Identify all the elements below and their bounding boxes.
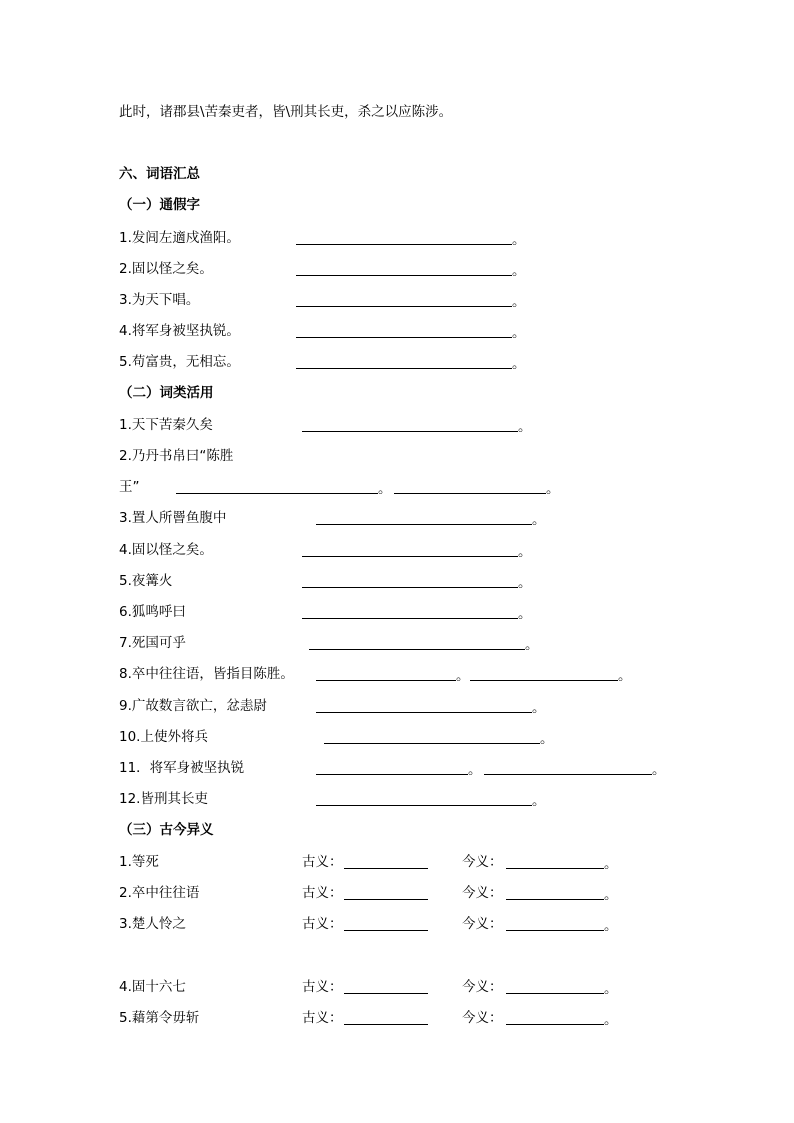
period: 。 xyxy=(512,263,526,279)
sub1-item-3: 3.为天下唱。 xyxy=(119,292,200,308)
sub2-item-11: 11．将军身被坚执锐 xyxy=(119,760,245,776)
sub2-item-2b: 王” xyxy=(119,479,140,495)
gu-blank[interactable] xyxy=(344,993,428,994)
answer-blank[interactable] xyxy=(309,649,525,650)
sub3-item-4: 4.固十六七 xyxy=(119,979,186,995)
sub2-item-9: 9.广故数言欲亡，忿恚尉 xyxy=(119,698,267,714)
sub2-item-4: 4.固以怪之矣。 xyxy=(119,542,213,558)
sub1-title: （一）通假字 xyxy=(119,197,200,213)
gu-label: 古义： xyxy=(302,885,343,901)
gu-label: 古义： xyxy=(302,916,343,932)
period: 。 xyxy=(618,668,632,684)
sub2-item-2a: 2.乃丹书帛曰“陈胜 xyxy=(119,448,234,464)
period: 。 xyxy=(604,918,618,934)
gu-blank[interactable] xyxy=(344,1024,428,1025)
sub2-item-7: 7.死国可乎 xyxy=(119,635,186,651)
sub1-item-2: 2.固以怪之矣。 xyxy=(119,261,213,277)
sub3-item-2: 2.卒中往往语 xyxy=(119,885,200,901)
period: 。 xyxy=(604,981,618,997)
answer-blank[interactable] xyxy=(394,493,546,494)
jin-label: 今义： xyxy=(462,916,503,932)
sub2-item-5: 5.夜篝火 xyxy=(119,573,173,589)
gu-blank[interactable] xyxy=(344,899,428,900)
gu-label: 古义： xyxy=(302,854,343,870)
gu-label: 古义： xyxy=(302,979,343,995)
jin-label: 今义： xyxy=(462,854,503,870)
sub2-item-12: 12.皆刑其长吏 xyxy=(119,791,208,807)
answer-blank[interactable] xyxy=(296,368,512,369)
jin-blank[interactable] xyxy=(506,993,604,994)
answer-blank[interactable] xyxy=(316,680,456,681)
period: 。 xyxy=(518,606,532,622)
sub3-item-3: 3.楚人怜之 xyxy=(119,916,186,932)
answer-blank[interactable] xyxy=(324,743,540,744)
period: 。 xyxy=(518,575,532,591)
answer-blank[interactable] xyxy=(484,774,652,775)
answer-blank[interactable] xyxy=(302,618,518,619)
gu-label: 古义： xyxy=(302,1010,343,1026)
period: 。 xyxy=(532,512,546,528)
period: 。 xyxy=(512,294,526,310)
answer-blank[interactable] xyxy=(296,275,512,276)
sub2-item-6: 6.狐鸣呼曰 xyxy=(119,604,186,620)
jin-label: 今义： xyxy=(462,885,503,901)
answer-blank[interactable] xyxy=(316,524,532,525)
answer-blank[interactable] xyxy=(296,244,512,245)
intro-paragraph: 此时，诸郡县\苦秦吏者，皆\刑其长吏，杀之以应陈涉。 xyxy=(119,104,453,120)
period: 。 xyxy=(532,793,546,809)
gu-blank[interactable] xyxy=(344,930,428,931)
answer-blank[interactable] xyxy=(302,587,518,588)
jin-blank[interactable] xyxy=(506,1024,604,1025)
period: 。 xyxy=(518,544,532,560)
jin-label: 今义： xyxy=(462,1010,503,1026)
period: 。 xyxy=(512,325,526,341)
gu-blank[interactable] xyxy=(344,868,428,869)
jin-blank[interactable] xyxy=(506,899,604,900)
period: 。 xyxy=(512,356,526,372)
answer-blank[interactable] xyxy=(302,556,518,557)
sub2-item-3: 3.置人所罾鱼腹中 xyxy=(119,510,227,526)
sub1-item-5: 5.苟富贵，无相忘。 xyxy=(119,354,240,370)
sub1-item-1: 1.发闾左適戍渔阳。 xyxy=(119,230,240,246)
period: 。 xyxy=(456,668,470,684)
answer-blank[interactable] xyxy=(176,493,378,494)
period: 。 xyxy=(652,762,666,778)
period: 。 xyxy=(546,481,560,497)
answer-blank[interactable] xyxy=(470,680,618,681)
sub2-item-1: 1.天下苦秦久矣 xyxy=(119,417,213,433)
answer-blank[interactable] xyxy=(316,805,532,806)
answer-blank[interactable] xyxy=(296,337,512,338)
answer-blank[interactable] xyxy=(302,431,518,432)
jin-blank[interactable] xyxy=(506,930,604,931)
sub2-title: （二）词类活用 xyxy=(119,385,214,401)
period: 。 xyxy=(468,762,482,778)
sub1-item-4: 4.将军身被坚执锐。 xyxy=(119,323,240,339)
sub3-title: （三）古今异义 xyxy=(119,822,214,838)
section-title: 六、词语汇总 xyxy=(119,166,200,182)
period: 。 xyxy=(525,637,539,653)
period: 。 xyxy=(604,856,618,872)
answer-blank[interactable] xyxy=(316,712,532,713)
period: 。 xyxy=(512,232,526,248)
period: 。 xyxy=(540,731,554,747)
period: 。 xyxy=(604,887,618,903)
jin-label: 今义： xyxy=(462,979,503,995)
period: 。 xyxy=(378,481,392,497)
period: 。 xyxy=(532,700,546,716)
period: 。 xyxy=(518,419,532,435)
answer-blank[interactable] xyxy=(296,306,512,307)
sub3-item-5: 5.藉第令毋斩 xyxy=(119,1010,200,1026)
sub2-item-8: 8.卒中往往语，皆指目陈胜。 xyxy=(119,666,294,682)
period: 。 xyxy=(604,1012,618,1028)
sub2-item-10: 10.上使外将兵 xyxy=(119,729,208,745)
sub3-item-1: 1.等死 xyxy=(119,854,159,870)
jin-blank[interactable] xyxy=(506,868,604,869)
answer-blank[interactable] xyxy=(316,774,468,775)
